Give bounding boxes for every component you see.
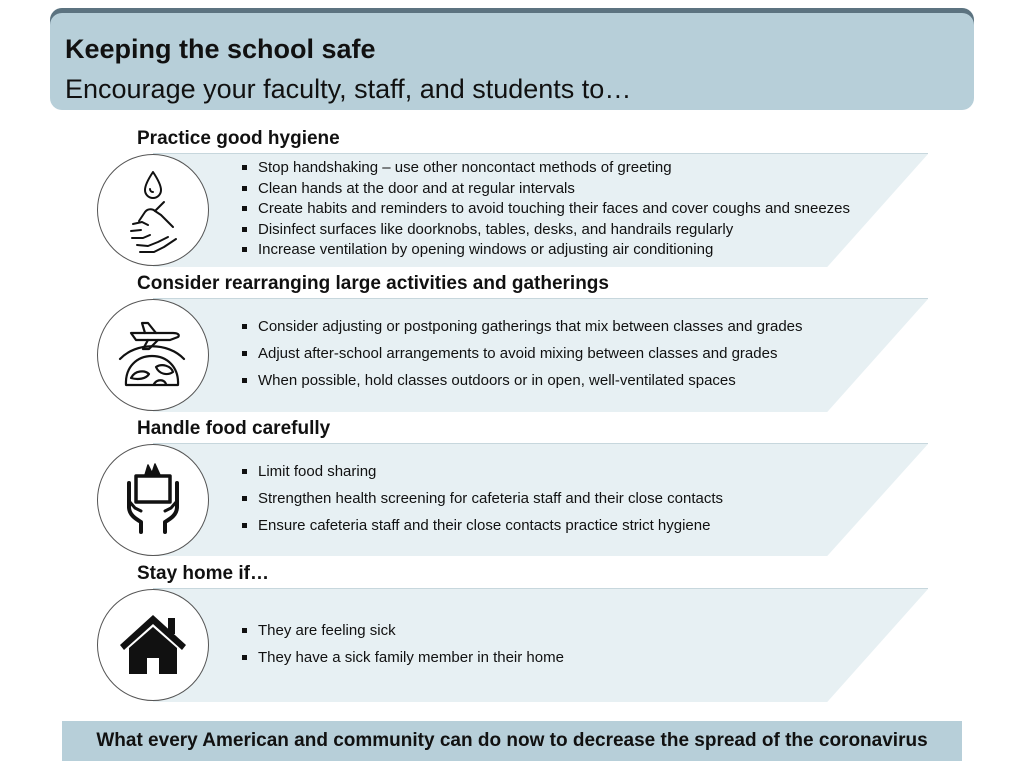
bullet-item: Increase ventilation by opening windows or adjusting air conditioning (240, 241, 850, 262)
section-title-stay-home: Stay home if… (137, 563, 269, 584)
section-icon-circle-food (97, 444, 209, 556)
bullet-item: Adjust after-school arrangements to avoid mixing between classes and grades (240, 345, 803, 372)
bullet-list-gatherings (240, 318, 803, 399)
section-divider (153, 298, 928, 299)
bullet-item: Ensure cafeteria staff and their close contacts practice strict hygiene (240, 517, 723, 544)
section-title-hygiene: Practice good hygiene (137, 128, 340, 149)
bullet-list-hygiene (240, 159, 850, 262)
bullet-item: They are feeling sick (240, 622, 564, 649)
footer-text: What every American and community can do now to decrease the spread of the coronavirus (96, 730, 928, 751)
bullet-list-stay-home (240, 622, 564, 676)
section-icon-circle-hygiene (97, 154, 209, 266)
bullet-item: Disinfect surfaces like doorknobs, tables, desks, and handrails regularly (240, 221, 850, 242)
section-divider (153, 153, 928, 154)
section-title-food: Handle food carefully (137, 418, 331, 439)
bullet-item: Clean hands at the door and at regular intervals (240, 180, 850, 201)
bullet-item: They have a sick family member in their home (240, 649, 564, 676)
section-title-gatherings: Consider rearranging large activities and gatherings (137, 273, 609, 294)
section-icon-circle-stay-home (97, 589, 209, 701)
section-divider (153, 588, 928, 589)
bullet-item: Strengthen health screening for cafeteria staff and their close contacts (240, 490, 723, 517)
page-subtitle: Encourage your faculty, staff, and students to… (65, 74, 632, 104)
handwashing-icon (98, 155, 207, 264)
section-divider (153, 443, 928, 444)
bullet-item: Limit food sharing (240, 463, 723, 490)
bullet-item: Stop handshaking – use other noncontact methods of greeting (240, 159, 850, 180)
footer-banner (62, 721, 962, 761)
airplane-globe-icon (98, 300, 207, 409)
bullet-item: Create habits and reminders to avoid touching their faces and cover coughs and sneezes (240, 200, 850, 221)
bullet-item: Consider adjusting or postponing gatherings that mix between classes and grades (240, 318, 803, 345)
food-box-hands-icon (98, 445, 207, 554)
house-icon (98, 590, 207, 699)
header-banner (50, 8, 974, 110)
bullet-item: When possible, hold classes outdoors or in open, well-ventilated spaces (240, 372, 803, 399)
section-icon-circle-gatherings (97, 299, 209, 411)
bullet-list-food (240, 463, 723, 544)
page-title: Keeping the school safe (65, 34, 376, 64)
